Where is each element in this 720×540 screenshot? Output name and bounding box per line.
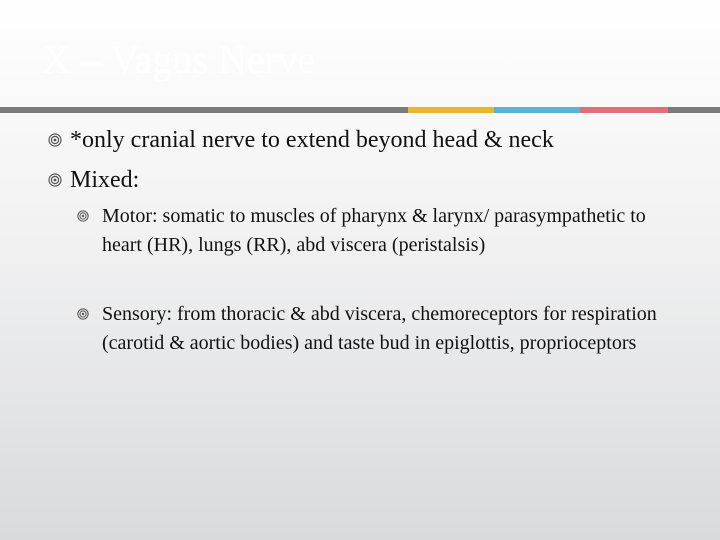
- bullet-text: Mixed:: [70, 167, 140, 193]
- sub-bullet-motor: [102, 202, 682, 260]
- sub-bullet-text: Sensory: from thoracic & abd viscera, chemoreceptors for respiration (carotid & aortic bodies) and taste bud in epiglottis, proprioceptors: [102, 303, 657, 354]
- target-circle-icon: [48, 133, 62, 147]
- sub-bullet-sensory: [102, 300, 682, 358]
- bullet-item-mixed: [70, 165, 139, 195]
- bullet-text: *only cranial nerve to extend beyond head & neck: [70, 127, 554, 153]
- target-circle-icon: [77, 210, 89, 222]
- slide-title: X – Vagus Nerve: [42, 37, 316, 82]
- bullet-item-cranial-nerve: [70, 125, 554, 155]
- target-circle-icon: [77, 308, 89, 320]
- target-circle-icon: [48, 173, 62, 187]
- sub-bullet-text: Motor: somatic to muscles of pharynx & larynx/ parasympathetic to heart (HR), lungs (RR), abd viscera (peristalsis): [102, 205, 646, 256]
